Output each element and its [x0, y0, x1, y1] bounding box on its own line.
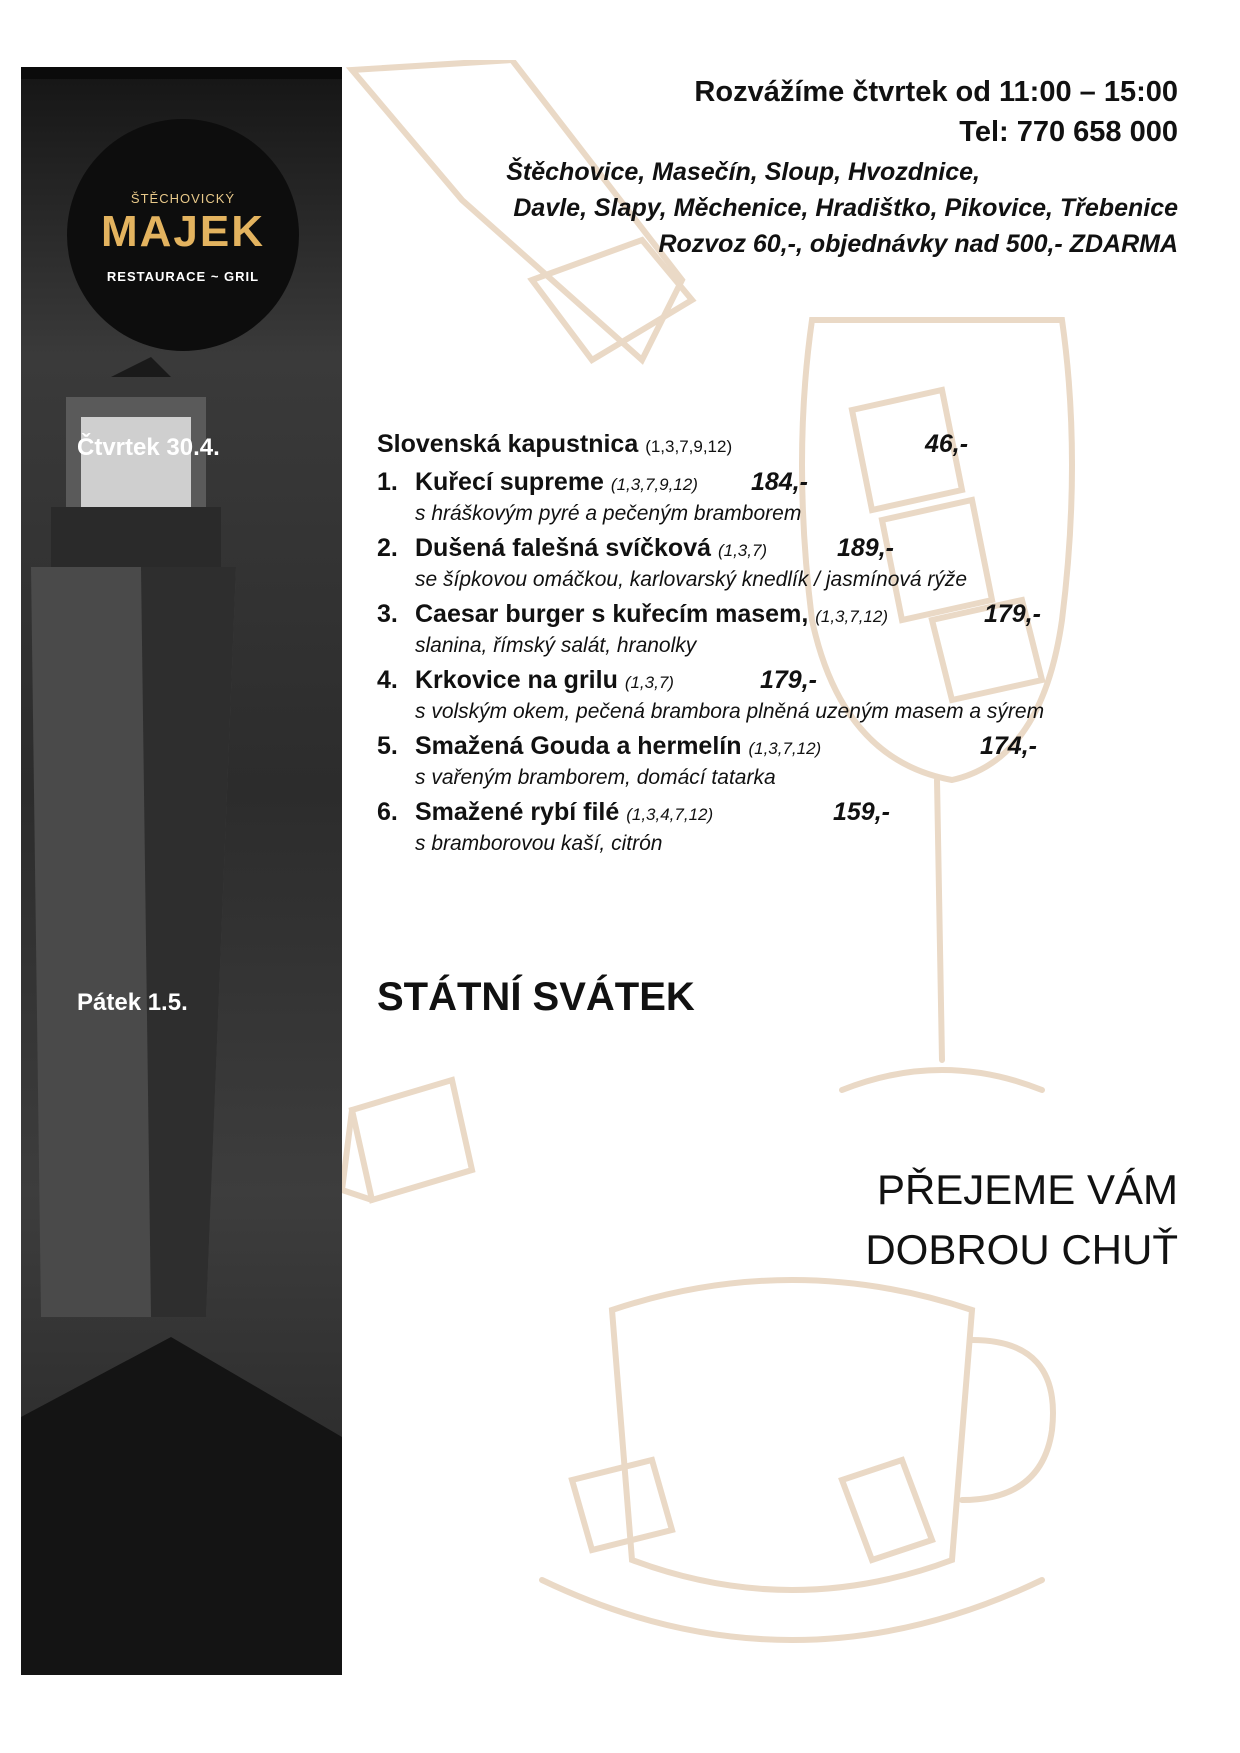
item-allergens: (1,3,7,12)	[815, 607, 888, 626]
item-price: 184,-	[751, 468, 808, 496]
menu-item	[377, 666, 1157, 732]
soup-allergens: (1,3,7,9,12)	[645, 437, 733, 456]
item-number: 5.	[377, 732, 398, 760]
item-allergens: (1,3,7)	[624, 673, 674, 692]
day-label-friday: Pátek 1.5.	[77, 989, 188, 1016]
item-number: 1.	[377, 468, 398, 496]
item-number: 6.	[377, 798, 398, 826]
closing-wish	[865, 1160, 1178, 1280]
soup-row	[377, 430, 1157, 468]
sidebar-lighthouse-panel	[21, 67, 342, 1675]
item-price: 159,-	[833, 798, 890, 826]
item-description: se šípkovou omáčkou, karlovarský knedlík / jasmínová rýže	[415, 568, 968, 591]
item-number: 2.	[377, 534, 398, 562]
item-description: s vařeným bramborem, domácí tatarka	[415, 766, 776, 789]
menu-item	[377, 534, 1157, 600]
item-name: Smažené rybí filé	[415, 798, 620, 826]
soup-price: 46,-	[925, 430, 969, 458]
item-price: 179,-	[984, 600, 1041, 628]
daily-menu	[377, 430, 1157, 864]
item-price: 189,-	[837, 534, 894, 562]
item-name: Smažená Gouda a hermelín	[415, 732, 742, 760]
holiday-notice: STÁTNÍ SVÁTEK	[377, 975, 695, 1019]
item-description: s volským okem, pečená brambora plněná uzeným masem a sýrem	[415, 700, 1045, 723]
logo-sub-text: RESTAURACE ~ GRIL	[106, 269, 260, 284]
delivery-towns-line-1: Štěchovice, Masečín, Sloup, Hvozdnice,	[506, 158, 980, 186]
menu-item	[377, 468, 1157, 534]
item-name: Kuřecí supreme	[415, 468, 604, 496]
delivery-towns-line-2: Davle, Slapy, Měchenice, Hradištko, Pikovice, Třebenice	[513, 194, 1178, 222]
soup-name: Slovenská kapustnica	[377, 430, 639, 458]
menu-item	[377, 798, 1157, 864]
phone-number: Tel: 770 658 000	[959, 116, 1178, 148]
item-name: Krkovice na grilu	[415, 666, 618, 694]
item-name: Dušená falešná svíčková	[415, 534, 711, 562]
menu-item	[377, 732, 1157, 798]
day-label-thursday: Čtvrtek 30.4.	[77, 434, 220, 461]
item-number: 4.	[377, 666, 398, 694]
item-description: s bramborovou kaší, citrón	[415, 832, 663, 855]
item-price: 179,-	[760, 666, 817, 694]
delivery-fee: Rozvoz 60,-, objednávky nad 500,- ZDARMA	[658, 230, 1178, 258]
background-sketch-illustration	[342, 60, 1142, 1670]
wish-line-1: PŘEJEME VÁM	[876, 1166, 1178, 1213]
item-description: s hráškovým pyré a pečeným bramborem	[415, 502, 802, 525]
item-allergens: (1,3,7)	[717, 541, 768, 560]
item-allergens: (1,3,4,7,12)	[626, 805, 714, 824]
delivery-hours: Rozvážíme čtvrtek od 11:00 – 15:00	[694, 76, 1178, 108]
menu-item	[377, 600, 1157, 666]
logo-top-text: ŠTĚCHOVICKÝ	[130, 191, 236, 206]
item-number: 3.	[377, 600, 398, 628]
item-allergens: (1,3,7,12)	[748, 739, 822, 758]
restaurant-logo	[67, 119, 299, 351]
item-name: Caesar burger s kuřecím masem,	[415, 600, 809, 628]
wish-line-2: DOBROU CHUŤ	[865, 1226, 1178, 1273]
item-price: 174,-	[980, 732, 1037, 760]
logo-main-text: MAJEK	[100, 207, 266, 256]
item-description: slanina, římský salát, hranolky	[415, 634, 697, 657]
delivery-header	[378, 76, 1178, 266]
item-allergens: (1,3,7,9,12)	[610, 475, 698, 494]
